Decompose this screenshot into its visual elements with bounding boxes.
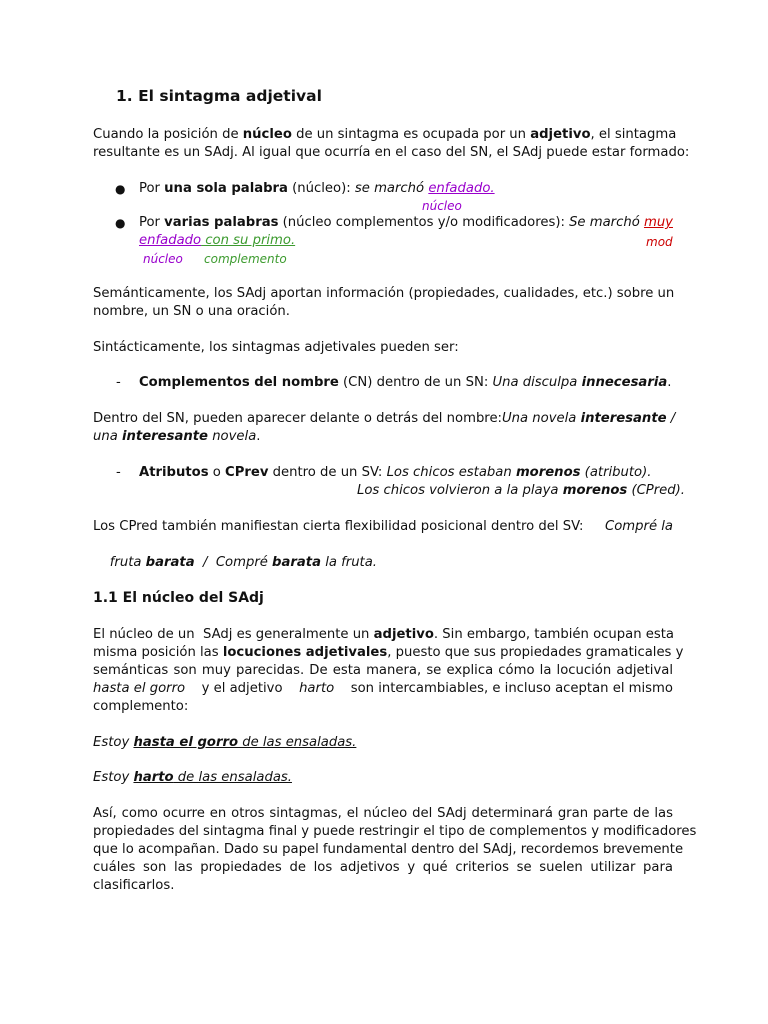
bullet-varias-palabras-line-1	[139, 214, 673, 232]
annotation-mod: mod	[646, 235, 673, 249]
example-text: Los chicos volvieron a la playa	[357, 483, 563, 498]
example-harto	[93, 769, 292, 787]
text: , puesto que sus propiedades gramaticales y	[387, 645, 684, 660]
example-text: Estoy	[93, 770, 134, 785]
term-cprev: CPrev	[225, 465, 269, 480]
paragraph-semantica-line-1: Semánticamente, los SAdj aportan información (propiedades, cualidades, etc.) sobre un	[93, 286, 675, 301]
text: o	[208, 465, 226, 480]
term-atributos: Atributos	[139, 465, 209, 480]
text: Los CPred también manifiestan cierta flexibilidad posicional dentro del SV:	[93, 519, 584, 534]
bullet-varias-palabras-line-2	[139, 232, 295, 250]
example-text: Una disculpa	[492, 375, 582, 390]
example-text: se marchó	[354, 181, 429, 196]
term-varias-palabras: varias palabras	[164, 215, 279, 230]
term-locuciones-adjetivales: locuciones adjetivales	[222, 645, 388, 660]
bullet-icon: ●	[115, 216, 126, 230]
item-atributos-example-2	[357, 482, 685, 500]
paragraph-cpred-line-1	[93, 518, 673, 536]
paragraph-sintaxis: Sintácticamente, los sintagmas adjetivales pueden ser:	[93, 340, 459, 355]
example-adjetivo: interesante	[122, 429, 208, 444]
text: de un sintagma es ocupada por un	[291, 127, 531, 142]
text: . Sin embargo, también ocupan esta	[433, 627, 675, 642]
item-complementos-del-nombre	[139, 374, 671, 392]
bullet-una-sola-palabra	[139, 180, 495, 198]
example-text: fruta	[109, 555, 146, 570]
text: (CN) dentro de un SN:	[338, 375, 493, 390]
text: (núcleo complementos y/o modificadores):	[282, 215, 565, 230]
text: Por	[139, 215, 165, 230]
paragraph-intro-line-2: resultante es un SAdj. Al igual que ocurría en el caso del SN, el SAdj puede estar formado:	[93, 145, 690, 160]
paragraph-posicion-line-1	[93, 410, 676, 428]
example-text: harto	[299, 681, 335, 696]
example-text: Compré la	[605, 519, 673, 534]
annotation-complemento: complemento	[204, 252, 287, 266]
paragraph-final-line-1: Así, como ocurre en otros sintagmas, el núcleo del SAdj determinará gran parte de las	[93, 806, 673, 821]
bullet-icon: ●	[115, 182, 126, 196]
example-nucleo: enfadado	[139, 233, 202, 248]
term-adjetivo: adjetivo	[530, 127, 591, 142]
example-complemento: de las ensaladas.	[173, 770, 292, 785]
term-complementos-del-nombre: Complementos del nombre	[139, 375, 339, 390]
example-locucion: hasta el gorro	[133, 735, 239, 750]
example-adjetivo: barata	[272, 555, 321, 570]
text: Por	[139, 181, 165, 196]
dash-icon: -	[116, 375, 121, 390]
text: El núcleo de un SAdj es generalmente un	[93, 627, 374, 642]
example-text: una	[93, 429, 122, 444]
example-text: / Compré	[194, 555, 273, 570]
dash-icon: -	[116, 465, 121, 480]
text: Dentro del SN, pueden aparecer delante o detrás del nombre:	[93, 411, 502, 426]
paragraph-cpred-line-2	[93, 536, 377, 590]
annotation-nucleo: núcleo	[143, 252, 183, 266]
example-hasta-el-gorro	[93, 734, 356, 752]
example-adjetivo: morenos	[515, 465, 581, 480]
example-text: Los chicos estaban	[386, 465, 516, 480]
paragraph-nucleo-line-3: semánticas son muy parecidas. De esta manera, se explica cómo la locución adjetival	[93, 663, 673, 678]
annotation-nucleo: núcleo	[422, 199, 462, 213]
example-adjetivo: barata	[145, 555, 195, 570]
example-text: hasta el gorro	[93, 681, 186, 696]
section-title: 1. El sintagma adjetival	[116, 87, 322, 105]
term-una-sola-palabra: una sola palabra	[164, 181, 288, 196]
example-text: (atributo).	[580, 465, 652, 480]
example-text: Una novela	[502, 411, 581, 426]
text: misma posición las	[93, 645, 223, 660]
paragraph-nucleo-line-2	[93, 644, 684, 662]
paragraph-nucleo-line-4	[93, 680, 673, 698]
term-adjetivo: adjetivo	[373, 627, 434, 642]
text: /	[666, 411, 676, 426]
paragraph-nucleo-line-1	[93, 626, 673, 644]
example-text: Estoy	[93, 735, 134, 750]
example-text: (CPred).	[627, 483, 685, 498]
paragraph-final-line-4: cuáles son las propiedades de los adjetivos y qué criterios se suelen utilizar para	[93, 860, 673, 875]
paragraph-final-line-3: que lo acompañan. Dado su papel fundamental dentro del SAdj, recordemos brevemente	[93, 842, 684, 857]
text: , el sintagma	[590, 127, 677, 142]
paragraph-final-line-5: clasificarlos.	[93, 878, 175, 893]
example-complemento: con su primo.	[201, 233, 296, 248]
example-adjetivo: innecesaria	[581, 375, 668, 390]
text: son intercambiables, e incluso aceptan el mismo	[350, 681, 673, 696]
example-nucleo: enfadado.	[428, 181, 495, 196]
example-text: Se marchó	[569, 215, 644, 230]
text: y el adjetivo	[201, 681, 283, 696]
example-adjetivo: morenos	[562, 483, 628, 498]
example-modificador: muy	[643, 215, 673, 230]
text	[139, 214, 278, 232]
example-adjetivo: interesante	[580, 411, 667, 426]
paragraph-semantica-line-2: nombre, un SN o una oración.	[93, 304, 290, 319]
example-complemento: de las ensaladas.	[238, 735, 357, 750]
text: dentro de un SV:	[268, 465, 387, 480]
paragraph-final-line-2: propiedades del sintagma final y puede restringir el tipo de complementos y modificadores	[93, 824, 697, 839]
paragraph-posicion-line-2	[93, 428, 260, 446]
paragraph-nucleo-line-5: complemento:	[93, 699, 189, 714]
paragraph-intro-line-1	[93, 126, 677, 144]
example-adjetivo: harto	[133, 770, 174, 785]
example-text: novela	[208, 429, 257, 444]
example-text: la fruta.	[321, 555, 377, 570]
text: .	[667, 375, 672, 390]
term-nucleo: núcleo	[242, 127, 292, 142]
subsection-title: 1.1 El núcleo del SAdj	[93, 590, 264, 606]
text: .	[256, 429, 261, 444]
text: (núcleo):	[287, 181, 355, 196]
text: Cuando la posición de	[93, 127, 243, 142]
item-atributos	[139, 464, 651, 482]
